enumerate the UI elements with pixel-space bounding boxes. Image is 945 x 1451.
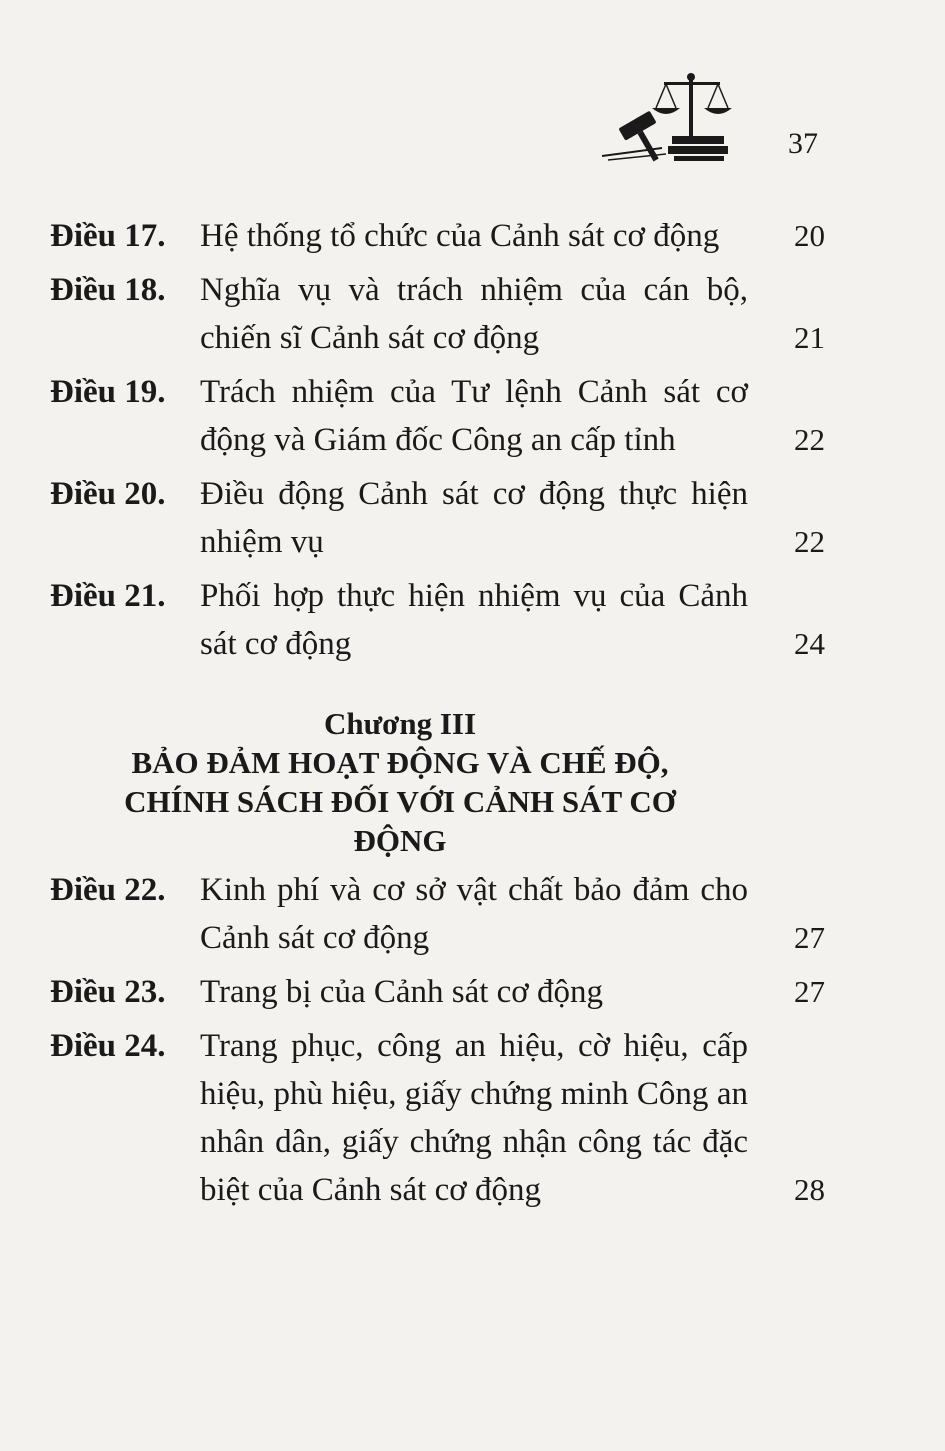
- entry-page-number: 27: [794, 920, 825, 955]
- entry-title: Trách nhiệm của Tư lệnh Cảnh sát cơ động và Giám đốc Công an cấp tỉnh: [200, 374, 748, 458]
- toc-entry-article-22[interactable]: [50, 866, 825, 962]
- chapter-heading: [50, 704, 750, 860]
- toc-entry-article-24[interactable]: [50, 1022, 825, 1214]
- entry-title: Điều động Cảnh sát cơ động thực hiện nhiệm vụ: [200, 476, 748, 560]
- entry-title: Nghĩa vụ và trách nhiệm của cán bộ, chiến sĩ Cảnh sát cơ động: [200, 272, 748, 356]
- entry-label: Điều 21.: [50, 578, 166, 614]
- entry-label: Điều 24.: [50, 1028, 166, 1064]
- entry-page-number: 24: [794, 626, 825, 661]
- entry-page-number: 21: [794, 320, 825, 355]
- toc-entry-article-20[interactable]: [50, 470, 825, 566]
- entry-title: Kinh phí và cơ sở vật chất bảo đảm cho Cảnh sát cơ động: [200, 872, 748, 956]
- entry-page-number: 27: [794, 974, 825, 1009]
- toc-entry-article-23[interactable]: [50, 968, 825, 1016]
- entry-page-number: 22: [794, 422, 825, 457]
- table-of-contents: [50, 212, 825, 1214]
- toc-entry-article-17[interactable]: [50, 212, 825, 260]
- entry-label: Điều 17.: [50, 218, 166, 254]
- entry-label: Điều 20.: [50, 476, 166, 512]
- entry-label: Điều 18.: [50, 272, 166, 308]
- page-header: [600, 70, 840, 165]
- entry-label: Điều 23.: [50, 974, 166, 1010]
- entry-label: Điều 22.: [50, 872, 166, 908]
- toc-entry-article-18[interactable]: [50, 266, 825, 362]
- scales-of-justice-gavel-icon: [600, 70, 740, 162]
- entry-title: Hệ thống tổ chức của Cảnh sát cơ động: [200, 218, 720, 254]
- entry-label: Điều 19.: [50, 374, 166, 410]
- entry-title: Trang phục, công an hiệu, cờ hiệu, cấp hiệu, phù hiệu, giấy chứng minh Công an nhân dân, giấy chứng nhận công tác đặc biệt của Cảnh sát cơ động: [200, 1028, 748, 1208]
- entry-title: Trang bị của Cảnh sát cơ động: [200, 974, 604, 1010]
- chapter-number: Chương III: [323, 706, 477, 741]
- page-number: 37: [788, 127, 818, 160]
- toc-entry-article-19[interactable]: [50, 368, 825, 464]
- entry-page-number: 20: [794, 218, 825, 253]
- entry-page-number: 22: [794, 524, 825, 559]
- entry-page-number: 28: [794, 1172, 825, 1207]
- toc-entry-article-21[interactable]: [50, 572, 825, 668]
- entry-title: Phối hợp thực hiện nhiệm vụ của Cảnh sát cơ động: [200, 578, 748, 662]
- chapter-title: BẢO ĐẢM HOẠT ĐỘNG VÀ CHẾ ĐỘ, CHÍNH SÁCH ĐỐI VỚI CẢNH SÁT CƠ ĐỘNG: [124, 745, 676, 858]
